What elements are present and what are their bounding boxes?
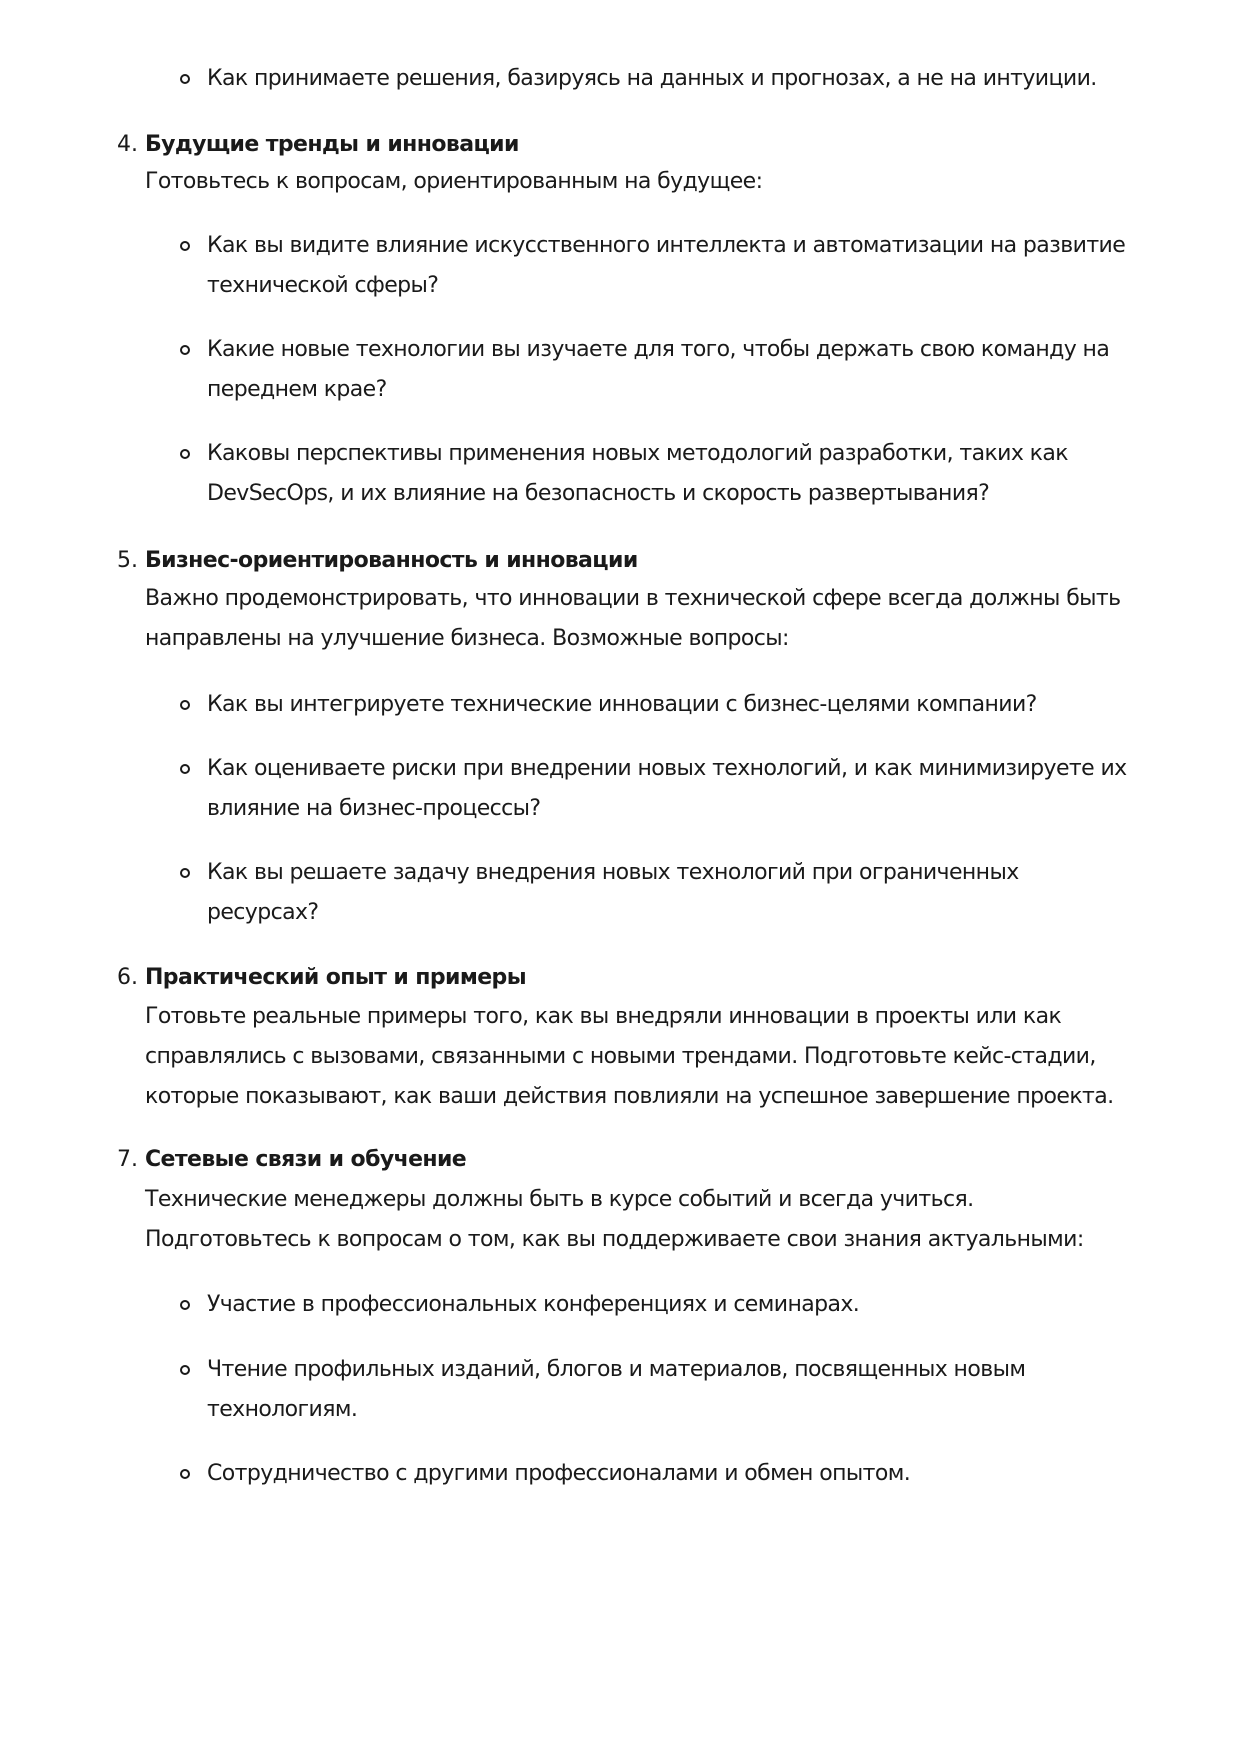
section-title: Будущие тренды и инновации [145, 132, 519, 157]
section-title: Практический опыт и примеры [145, 965, 526, 990]
section-title: Бизнес-ориентированность и инновации [145, 548, 638, 573]
bullet-circle-icon [180, 345, 190, 355]
section-body: Готовьте реальные примеры того, как вы внедряли инновации в проекты или как справлялись с вызовами, связанными с новыми трендами. Подготовьте кейс-стадии, которые показывают, как ваши действия повлияли на успешное завершение проекта. [145, 1004, 1114, 1109]
section-number: 4. [117, 132, 138, 157]
bullet-circle-icon [180, 764, 190, 774]
section-number: 5. [117, 548, 138, 573]
list-item: Сотрудничество с другими профессионалами и обмен опытом. [207, 1461, 911, 1486]
bullet-circle-icon [180, 449, 190, 459]
bullet-circle-icon [180, 868, 190, 878]
section-body: Важно продемонстрировать, что инновации в технической сфере всегда должны быть направлены на улучшение бизнеса. Возможные вопросы: [145, 586, 1121, 651]
list-item: Участие в профессиональных конференциях и семинарах. [207, 1292, 860, 1317]
bullet-circle-icon [180, 700, 190, 710]
bullet-circle-icon [180, 74, 190, 84]
bullet-circle-icon [180, 1469, 190, 1479]
section-body: Готовьтесь к вопросам, ориентированным на будущее: [145, 169, 763, 194]
list-item: Как оцениваете риски при внедрении новых технологий, и как минимизируете их влияние на бизнес-процессы? [207, 756, 1127, 821]
list-item: Как вы решаете задачу внедрения новых технологий при ограниченных ресурсах? [207, 860, 1019, 925]
list-item: Чтение профильных изданий, блогов и материалов, посвященных новым технологиям. [207, 1357, 1026, 1422]
section-number: 6. [117, 965, 138, 990]
section-number: 7. [117, 1147, 138, 1172]
list-item: Как вы видите влияние искусственного интеллекта и автоматизации на развитие технической сферы? [207, 233, 1126, 298]
section-title: Сетевые связи и обучение [145, 1147, 467, 1172]
list-item: Как вы интегрируете технические инновации с бизнес-целями компании? [207, 692, 1037, 717]
bullet-circle-icon [180, 1365, 190, 1375]
bullet-circle-icon [180, 1300, 190, 1310]
list-item: Каковы перспективы применения новых методологий разработки, таких как DevSecOps, и их влияние на безопасность и скорость развертывания? [207, 441, 1068, 506]
list-item: Какие новые технологии вы изучаете для того, чтобы держать свою команду на переднем крае? [207, 337, 1110, 402]
section-body: Технические менеджеры должны быть в курсе событий и всегда учиться. Подготовьтесь к вопросам о том, как вы поддерживаете свои знания актуальными: [145, 1187, 1084, 1252]
bullet-circle-icon [180, 241, 190, 251]
list-item: Как принимаете решения, базируясь на данных и прогнозах, а не на интуиции. [207, 66, 1097, 91]
